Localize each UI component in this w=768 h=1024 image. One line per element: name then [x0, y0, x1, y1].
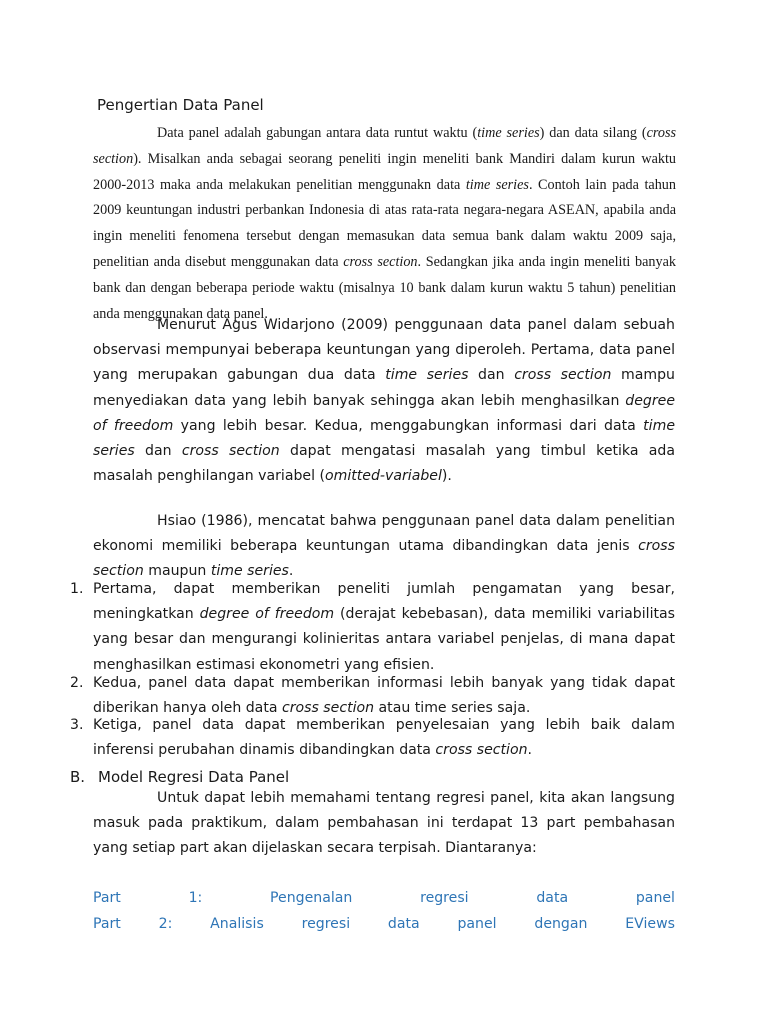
regresi-paragraph: Untuk dapat lebih memahami tentang regresi panel, kita akan langsung masuk pada praktikum, dalam pembahasan ini terdapat 13 part pembahasan yang setiap part akan dijelaskan secara terpisah. Diantaranya:: [93, 790, 675, 857]
text-run: ). Misalkan anda sebagai seorang peneliti ingin meneliti bank Mandiri dalam kurun waktu 2000-2013 maka anda melakukan penelitian menggunakn data: [93, 150, 676, 193]
list-number: 1.: [70, 581, 84, 597]
italic-term: time series: [465, 176, 529, 193]
list-item: [70, 577, 676, 678]
italic-term: omitted-variabel: [324, 468, 442, 485]
part-word: dengan: [534, 916, 588, 932]
italic-term: cross section: [181, 443, 280, 460]
hsiao-paragraph: [93, 509, 675, 585]
italic-term: degree of freedom: [199, 606, 335, 623]
part-word: data: [387, 916, 420, 932]
intro-paragraph: [93, 121, 676, 327]
part-1-link[interactable]: [93, 890, 675, 906]
part-word: Part: [93, 916, 121, 932]
part-word: Analisis: [210, 916, 264, 932]
section-title: Model Regresi Data Panel: [98, 768, 290, 786]
text-run: . Sedangkan jika anda ingin meneliti banyak bank dan dengan beberapa periode waktu (misalnya 10 bank dalam kurun waktu 5 tahun) penelitian anda menggunakan data panel.: [93, 253, 676, 322]
text-run: .: [288, 563, 294, 580]
text-run: maupun: [143, 563, 211, 580]
italic-term: cross section: [93, 538, 675, 580]
section-label: B.: [70, 768, 86, 786]
widarjono-paragraph: [93, 313, 675, 489]
part-word: Part: [93, 890, 121, 906]
section-heading: [70, 768, 289, 786]
text-run: Kedua, panel data dapat memberikan informasi lebih banyak yang tidak dapat diberikan hanya oleh data: [93, 675, 675, 717]
text-run: dapat mengatasi masalah yang timbul ketika ada masalah penghilangan variabel (: [93, 443, 675, 485]
part-word: 2:: [158, 916, 173, 932]
italic-term: time series: [385, 367, 469, 384]
text-run: atau time series saja.: [374, 700, 531, 717]
part-word: panel: [635, 890, 675, 906]
text-run: mampu menyediakan data yang lebih banyak sehingga akan lebih menghasilkan: [93, 367, 675, 409]
text-run: (derajat kebebasan), data memiliki variabilitas yang besar dan mengurangi kolinieritas antara variabel penjelas, di mana dapat menghasilkan estimasi ekonometri yang efisien.: [93, 606, 676, 673]
text-run: Data panel adalah gabungan antara data runtut waktu (: [157, 125, 478, 141]
text-run: Ketiga, panel data dapat memberikan penyelesaian yang lebih baik dalam inferensi perubahan dinamis dibandingkan data: [93, 717, 675, 759]
italic-term: cross section: [435, 742, 528, 759]
text-run: ).: [441, 468, 452, 485]
part-word: Pengenalan: [270, 890, 353, 906]
italic-term: time series: [210, 563, 289, 580]
list-number: 3.: [70, 717, 84, 733]
text-run: Hsiao (1986), mencatat bahwa penggunaan panel data dalam penelitian ekonomi memiliki beberapa keuntungan utama dibandingkan data jenis: [93, 513, 675, 555]
part-word: EViews: [625, 916, 675, 932]
list-number: 2.: [70, 675, 84, 691]
italic-term: time series: [477, 125, 540, 141]
text-run: Pertama, dapat memberikan peneliti jumlah pengamatan yang besar, meningkatkan: [93, 581, 675, 623]
part-word: regresi: [420, 890, 469, 906]
italic-term: time series: [93, 417, 675, 460]
part-word: 1:: [188, 890, 203, 906]
text-run: Menurut Agus Widarjono (2009) penggunaan data panel dalam sebuah observasi mempunyai beberapa keuntungan yang diperoleh. Pertama, data panel yang merupakan gabungan dua data: [93, 317, 675, 384]
italic-term: cross section: [93, 125, 677, 167]
page-title: Pengertian Data Panel: [97, 96, 264, 114]
part-word: regresi: [301, 916, 351, 932]
italic-term: cross section: [343, 253, 418, 270]
italic-term: degree of freedom: [93, 392, 675, 434]
list-item: [70, 713, 675, 763]
text-run: .: [527, 742, 532, 759]
text-run: dan: [468, 367, 515, 384]
text-run: dan: [134, 443, 182, 460]
part-word: panel: [457, 916, 497, 932]
italic-term: cross section: [514, 367, 612, 384]
text-run: ) dan data silang (: [539, 125, 647, 141]
part-2-link[interactable]: [93, 916, 675, 932]
text-run: yang lebih besar. Kedua, menggabungkan informasi dari data: [173, 417, 644, 434]
italic-term: cross section: [281, 700, 375, 717]
text-run: . Contoh lain pada tahun 2009 keuntungan industri perbankan Indonesia di atas rata-rata negara-negara ASEAN, apabila anda ingin meneliti fenomena tersebut dengan memasukan data semua bank dalam waktu 2009 saja, penelitian anda disebut menggunakan data: [93, 176, 676, 270]
part-word: data: [536, 890, 569, 906]
